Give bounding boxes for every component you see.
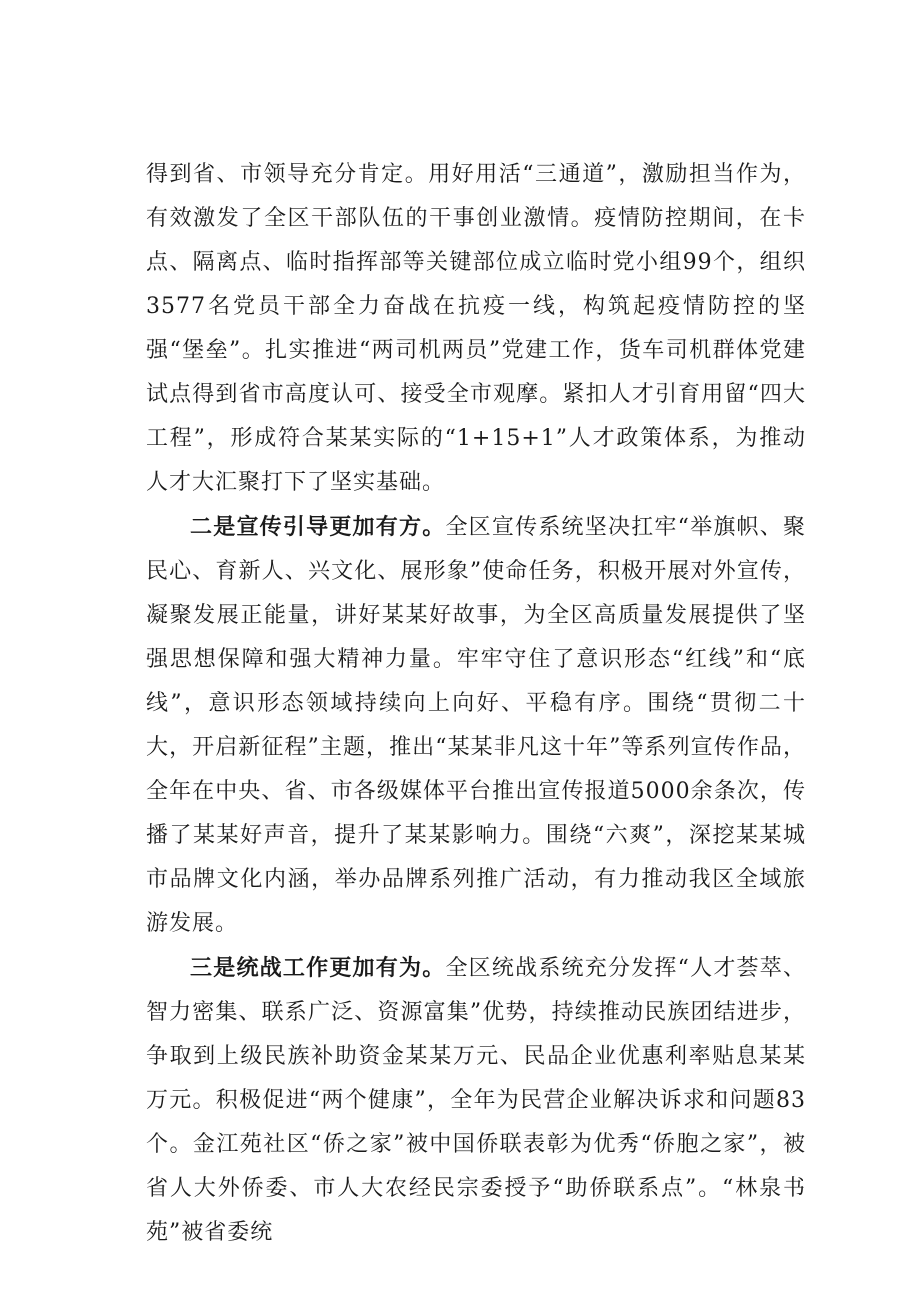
- paragraph-text: 全区统战系统充分发挥“人才荟萃、智力密集、联系广泛、资源富集”优势，持续推动民族团结进步，争取到上级民族补助资金某某万元、民品企业优惠利率贴息某某万元。积极促进“两个健康”，全年为民营企业解决诉求和问题83个。金江苑社区“侨之家”被中国侨联表彰为优秀“侨胞之家”，被省人大外侨委、市人大农经民宗委授予“助侨联系点”。“林泉书苑”被省委统: [146, 956, 806, 1245]
- document-body: [146, 152, 806, 1255]
- paragraph-text: 得到省、市领导充分肯定。用好用活“三通道”，激励担当作为，有效激发了全区干部队伍的干事创业激情。疫情防控期间，在卡点、隔离点、临时指挥部等关键部位成立临时党小组99个，组织3577名党员干部全力奋战在抗疫一线，构筑起疫情防控的坚强“堡垒”。扎实推进“两司机两员”党建工作，货车司机群体党建试点得到省市高度认可、接受全市观摩。紧扣人才引育用留“四大工程”，形成符合某某实际的“1+15+1”人才政策体系，为推动人才大汇聚打下了坚实基础。: [146, 162, 806, 495]
- paragraph-lead: 三是统战工作更加有为。: [190, 955, 446, 981]
- paragraph-text: 全区宣传系统坚决扛牢“举旗帜、聚民心、育新人、兴文化、展形象”使命任务，积极开展对外宣传，凝聚发展正能量，讲好某某好故事，为全区高质量发展提供了坚强思想保障和强大精神力量。牢牢守住了意识形态“红线”和“底线”，意识形态领域持续向上向好、平稳有序。围绕“贯彻二十大，开启新征程”主题，推出“某某非凡这十年”等系列宣传作品，全年在中央、省、市各级媒体平台推出宣传报道5000余条次，传播了某某好声音，提升了某某影响力。围绕“六爽”，深挖某某城市品牌文化内涵，举办品牌系列推广活动，有力推动我区全域旅游发展。: [146, 515, 806, 936]
- paragraph-united-front: [146, 946, 806, 1255]
- paragraph-lead: 二是宣传引导更加有方。: [190, 514, 446, 540]
- paragraph-publicity: [146, 505, 806, 946]
- paragraph-party-building: [146, 152, 806, 505]
